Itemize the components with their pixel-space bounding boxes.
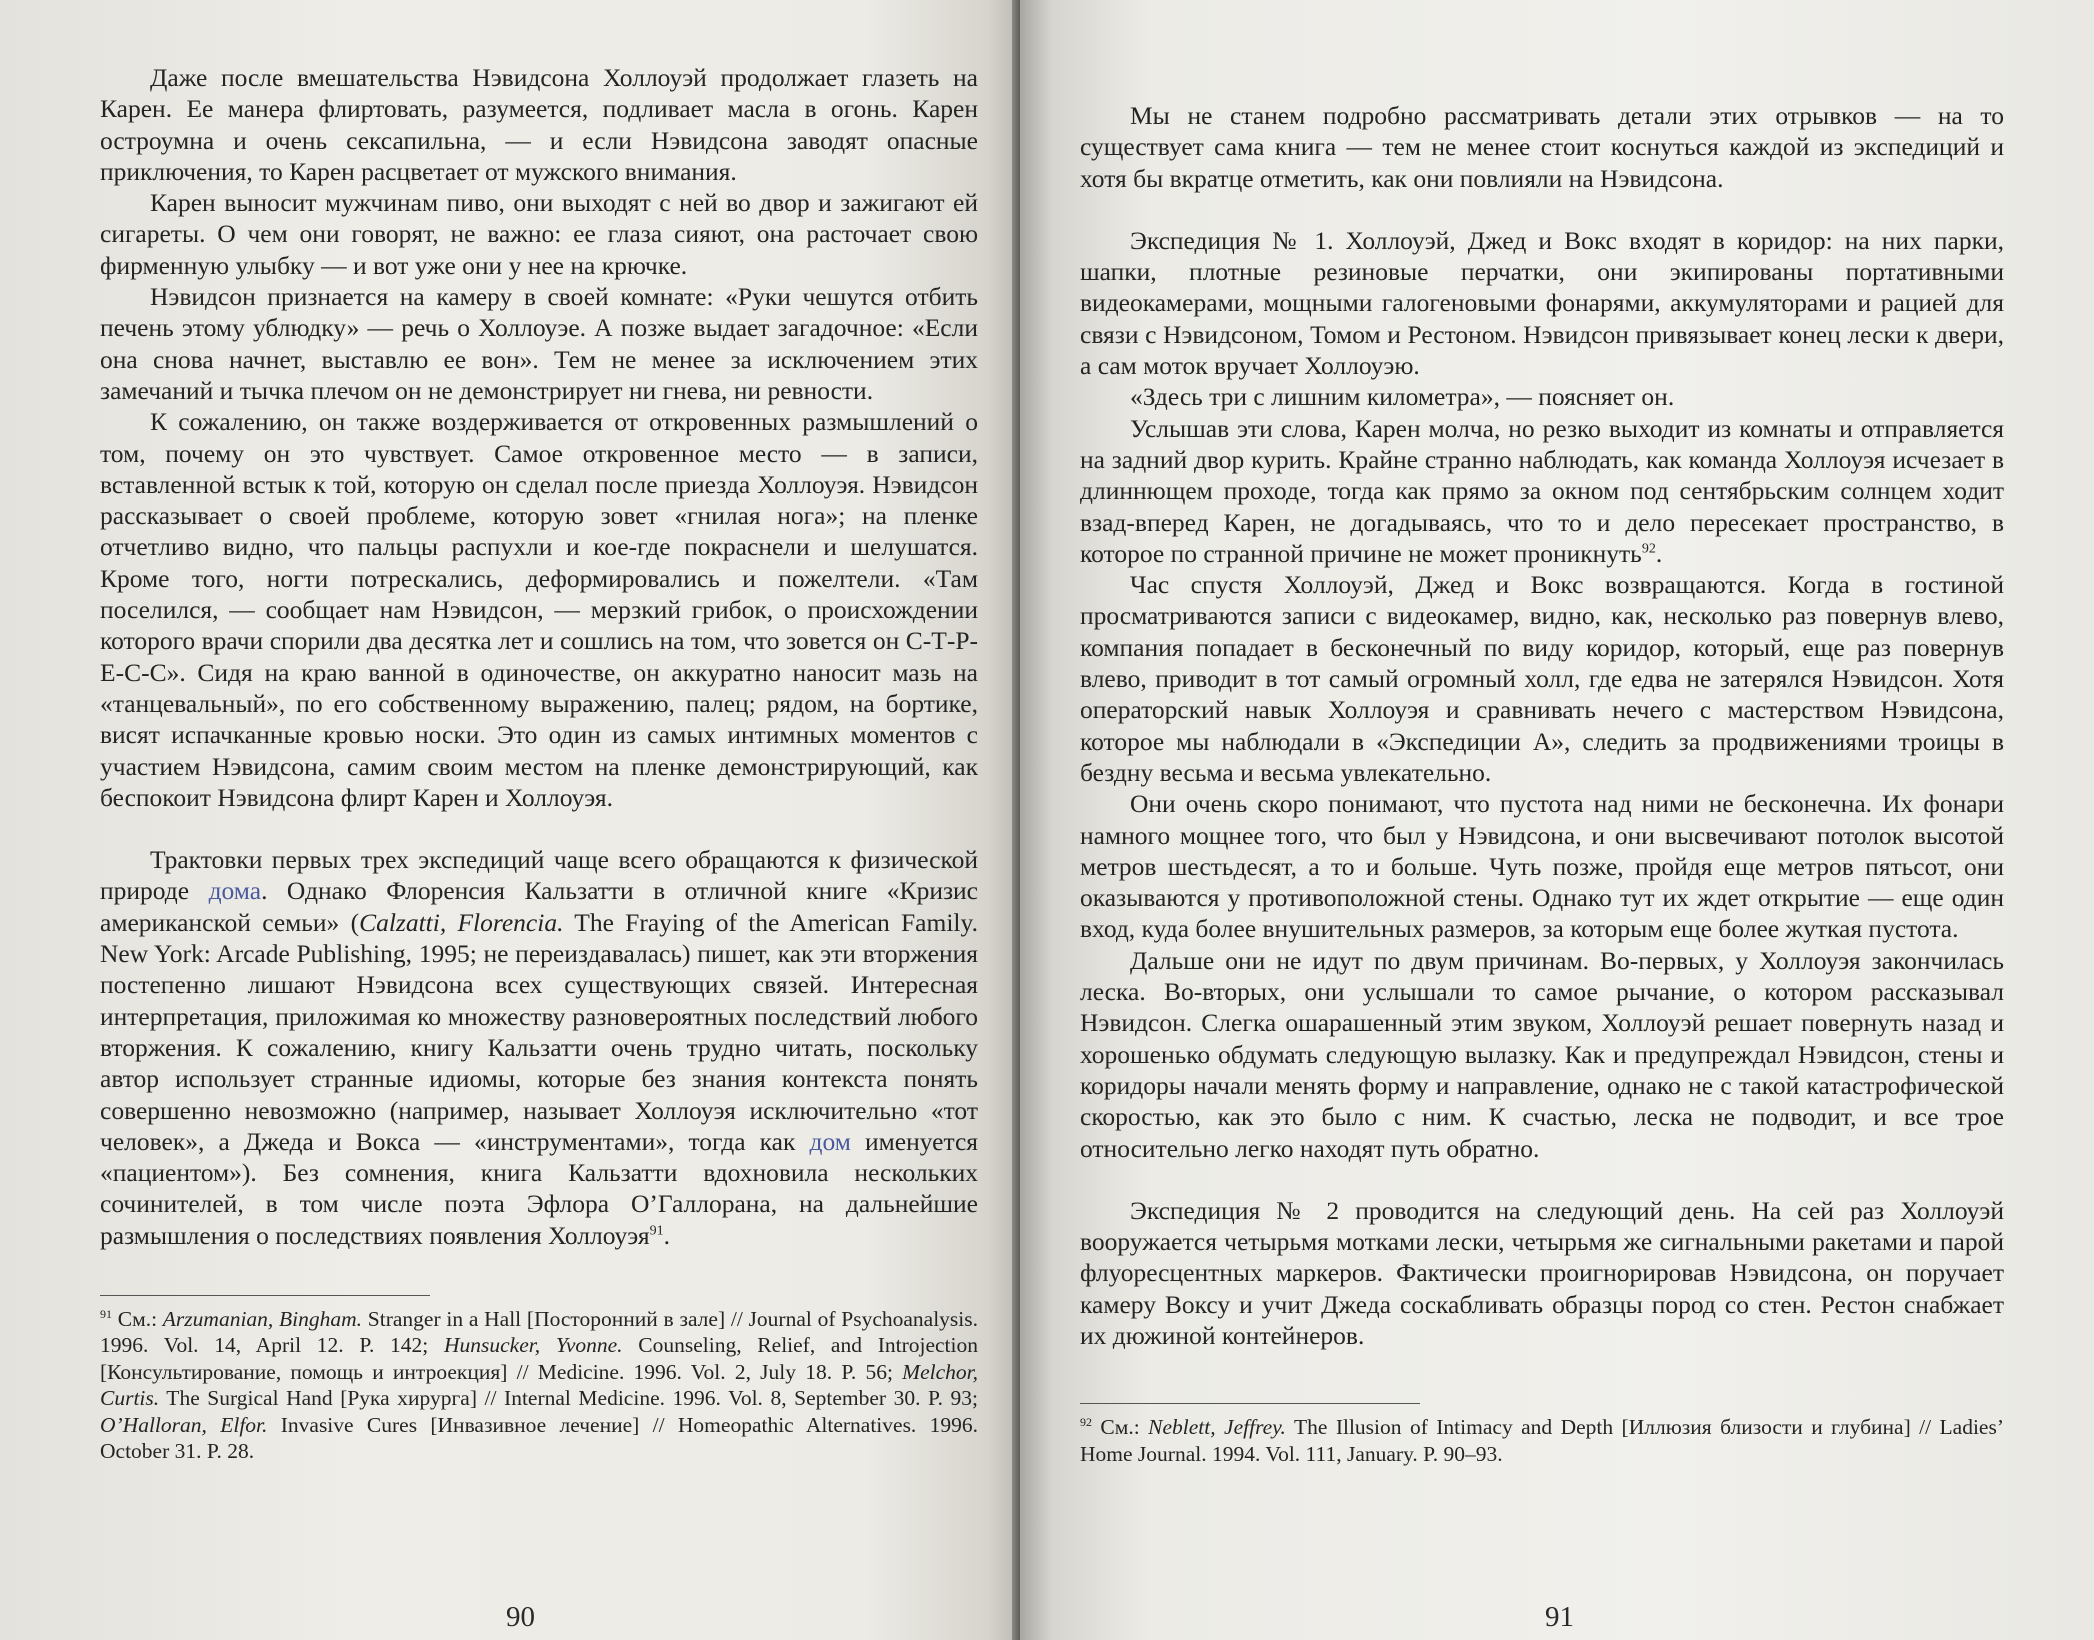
footnote-ref-92: 92 bbox=[1641, 541, 1656, 557]
page-number-left: 90 bbox=[506, 1601, 535, 1633]
left-paragraph-5: Трактовки первых трех экспедиций чаще всего обращаются к физической природе дома. Однако Флоренсия Кальзатти в отличной книге «Кризис американской семьи» (Calzatti, Florencia. The Fraying of the American Family. New York: Arcade Publishing, 1995; не переиздавалась) пишет, как эти вторжения постепенно лишают Нэвидсона всех существующих связей. Интересная интерпретация, приложимая ко множеству разновероятных последствий любого вторжения. К сожалению, книгу Кальзатти очень трудно читать, поскольку автор использует странные идиомы, которые без знания контекста понять совершенно невозможно (например, называет Холлоуэя исключительно «тот человек», а Джеда и Вокса — «инструментами», тогда как дом именуется «пациентом»). Без сомнения, книга Кальзатти вдохновила нескольких сочинителей, в том числе поэта Эфлора О’Галлорана, на дальнейшие размышления о последствиях появления Холлоуэя$^{91}$. bbox=[100, 845, 978, 1250]
right-paragraph-4: Услышав эти слова, Карен молча, но резко выходит из комнаты и отправляется на задний двор курить. Крайне странно наблюдать, как команда Холлоуэя исчезает в длиннющем проходе, тогда как прямо за окном под сентябрьским солнцем ходит взад-вперед Карен, не догадываясь, что то и дело пересекает пространство, в которое по странной причине не может проникнуть$^{92}$. bbox=[1080, 413, 2004, 568]
right-paragraph-5: Час спустя Холлоуэй, Джед и Вокс возвращаются. Когда в гостиной просматриваются записи с видеокамер, видно, как, несколько раз повернув влево, компания попадает в бесконечный по виду коридор, который, еще раз повернув влево, приводит в тот самый огромный холл, где едва не затерялся Нэвидсон. Хотя операторский навык Холлоуэя и сравнивать нечего с мастерством Нэвидсона, которое мы наблюдали в «Экспедиции А», следить за продвижениями троицы в бездну весьма и весьма увлекательно. bbox=[1080, 570, 2004, 787]
footnote-ref-91: 91 bbox=[649, 1223, 664, 1239]
left-paragraph-4: К сожалению, он также воздерживается от откровенных размышлений о том, почему он это чувствует. Самое откровенное место — в записи, вставленной встык к той, которую он сделал после приезда Холлоуэя. Нэвидсон рассказывает о своей проблеме, которую зовет «гнилая нога»; на пленке отчетливо видно, что пальцы распухли и кое-где покраснели и шелушатся. Кроме того, ногти потрескались, деформировались и пожелтели. «Там поселился, — сообщает нам Нэвидсон, — мерзкий грибок, о происхождении которого врачи спорили два десятка лет и сошлись на том, что зовется он С-Т-Р-Е-С-С». Сидя на краю ванной в одиночестве, он аккуратно наносит мазь на «танцевальный», по его собственному выражению, палец; рядом, на бортике, висят испачканные кровью носки. Это один из самых интимных моментов с участием Нэвидсона, самим своим местом на пленке демонстрирующий, как беспокоит Нэвидсона флирт Карен и Холлоуэя. bbox=[100, 407, 978, 812]
right-page bbox=[1020, 0, 2094, 1640]
footnote-92: $^{92}$ См.: Neblett, Jeffrey. The Illusion of Intimacy and Depth [Иллюзия близости и глубина] // Ladies’ Home Journal. 1994. Vol. 111, January. P. 90–93. bbox=[1080, 1415, 2004, 1466]
house-word: дома bbox=[208, 876, 262, 906]
right-paragraph-1: Мы не станем подробно рассматривать детали этих отрывков — на то существует сама книга — тем не менее стоит коснуться каждой из экспедиций и хотя бы вкратце отметить, как они повлияли на Нэвидсона. bbox=[1080, 101, 2004, 193]
footnote-divider bbox=[100, 1295, 430, 1296]
left-paragraph-1: Даже после вмешательства Нэвидсона Холлоуэй продолжает глазеть на Карен. Ее манера флиртовать, разумеется, подливает масла в огонь. Карен остроумна и очень сексапильна, — и если Нэвидсона заводят опасные приключения, то Карен расцветает от мужского внимания. bbox=[100, 63, 978, 186]
footnote-91: $^{91}$ См.: Arzumanian, Bingham. Stranger in a Hall [Посторонний в зале] // Journal of Psychoanalysis. 1996. Vol. 14, April 12. P. 142; Hunsucker, Yvonne. Counseling, Relief, and Introjection [Консультирование, помощь и интроекция] // Medicine. 1996. Vol. 2, July 18. P. 56; Melchor, Curtis. The Surgical Hand [Рука хирурга] // Internal Medicine. 1996. Vol. 8, September 30. P. 93; O’Halloran, Elfor. Invasive Cures [Инвазивное лечение] // Homeopathic Alternatives. 1996. October 31. P. 28. bbox=[100, 1306, 979, 1464]
right-paragraph-7: Дальше они не идут по двум причинам. Во-первых, у Холлоуэя закончилась леска. Во-вторых, они услышали то самое рычание, о котором рассказывал Нэвидсон. Слегка ошарашенный этим звуком, Холлоуэй решает повернуть назад и хорошенько обдумать следующую вылазку. Как и предупреждал Нэвидсон, стены и коридоры начали менять форму и направление, однако не с такой катастрофической скоростью, как это было с ним. К счастью, леска не подводит, и все трое относительно легко находят путь обратно. bbox=[1080, 945, 2004, 1163]
page-number-right: 91 bbox=[1545, 1601, 1574, 1633]
right-paragraph-2: Экспедиция № 1. Холлоуэй, Джед и Вокс входят в коридор: на них парки, шапки, плотные резиновые перчатки, они экипированы портативными видеокамерами, мощными галогеновыми фонарями, аккумуляторами и рацией для связи с Нэвидсоном, Томом и Рестоном. Нэвидсон привязывает конец лески к двери, а сам моток вручает Холлоуэю. bbox=[1080, 225, 2004, 381]
left-paragraph-2: Карен выносит мужчинам пиво, они выходят с ней во двор и зажигают ей сигареты. О чем они говорят, не важно: ее глаза сияют, она расточает свою фирменную улыбку — и вот уже они у нее на крючке. bbox=[100, 188, 978, 280]
right-paragraph-8: Экспедиция № 2 проводится на следующий день. На сей раз Холлоуэй вооружается четырьмя мотками лески, четырьмя же сигнальными ракетами и парой флуоресцентных маркеров. Фактически проигнорировав Нэвидсона, он поручает камеру Воксу и учит Джеда соскабливать образцы пород со стен. Рестон снабжает их дюжиной контейнеров. bbox=[1080, 1195, 2004, 1350]
left-page bbox=[0, 0, 1018, 1640]
left-paragraph-3: Нэвидсон признается на камеру в своей комнате: «Руки чешутся отбить печень этому ублюдку» — речь о Холлоуэе. А позже выдает загадочное: «Если она снова начнет, выставлю ее вон». Тем не менее за исключением этих замечаний и тычка плечом он не демонстрирует ни гнева, ни ревности. bbox=[100, 282, 978, 405]
right-paragraph-3: «Здесь три с лишним километра», — поясняет он. bbox=[1130, 382, 1675, 412]
right-paragraph-6: Они очень скоро понимают, что пустота над ними не бесконечна. Их фонари намного мощнее того, что был у Нэвидсона, и они высвечивают потолок высотой метров шестьдесят, а то и больше. Чуть позже, пройдя еще метров пятьсот, они оказываются у противоположной стены. Однако тут их ждет открытие — еще один вход, куда более внушительных размеров, за которым еще более жуткая пустота. bbox=[1080, 789, 2004, 944]
house-word: дом bbox=[809, 1126, 851, 1156]
footnote-divider bbox=[1080, 1403, 1420, 1404]
